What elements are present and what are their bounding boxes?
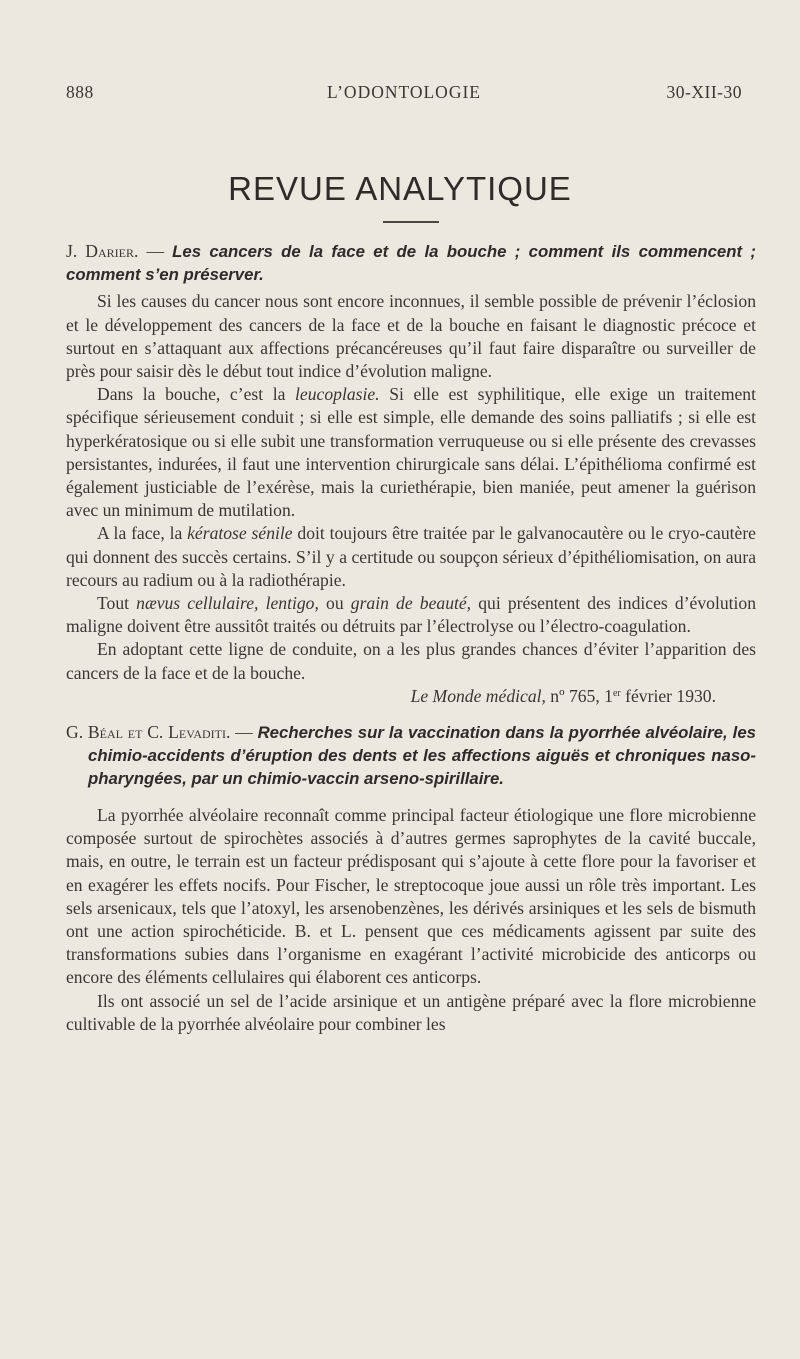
text-run: qui présentent des indices d’évolution maligne doivent être aussitôt traités ou détruits par l’électrolyse ou l’électro-coagulation.: [66, 593, 757, 637]
text-run: ou: [318, 593, 351, 614]
page-number: 888: [66, 82, 94, 102]
article-1-author: J. Darier.: [66, 241, 139, 261]
article-1-dash: —: [138, 241, 173, 261]
article-1-paragraph-1: Si les causes du cancer nous sont encore inconnues, il semble possible de prévenir l’éclosion et le développement des cancers de la face et de la bouche en faisant le diagnostic précoce et surtout en s’attaquant aux affections précancéreuses qu’il faut faire disparaître ou surveiller de près pour saisir dès le début tout indice d’évolution maligne.: [66, 291, 756, 382]
article-body: [66, 240, 756, 1036]
italic-term: leucoplasie.: [295, 384, 380, 405]
article-2-heading: [66, 721, 756, 790]
italic-term: nævus cellulaire, lentigo,: [136, 593, 319, 614]
source-superscript: er: [612, 687, 621, 699]
issue-date: 30-XII-30: [666, 82, 742, 102]
article-2-title: Recherches sur la vaccination dans la pyorrhée alvéolaire, les chimio-accidents d’éruption des dents et les affections aiguës et chroniques naso-pharyngées, par un chimio-vaccin arseno-spirillaire.: [88, 723, 756, 789]
text-run: Si elle est syphilitique, elle exige un traitement spécifique sérieusement conduit ; si elle est simple, elle demande des soins palliatifs ; si elle est hyperkératosique ou si elle subit une transformation verruqueuse ou si elle présente des crevasses persistantes, indurées, il faut une intervention chirurgicale sans délai. L’épithélioma confirmé est également justiciable de l’exérèse, mais la curiethérapie, bien maniée, peut amener la guérison avec un minimum de mutilation.: [66, 384, 756, 521]
text-run: Tout: [97, 593, 137, 614]
article-1-paragraph-3: [66, 522, 756, 592]
text-run: Dans la bouche, c’est la: [97, 384, 296, 405]
italic-term: grain de beauté,: [350, 593, 472, 614]
article-1-heading: [66, 240, 756, 286]
article-1-source: [66, 685, 756, 708]
running-header: [66, 82, 742, 106]
article-1-paragraph-2: [66, 383, 756, 522]
italic-term: kératose sénile: [187, 523, 293, 544]
section-title: REVUE ANALYTIQUE: [228, 170, 572, 207]
text-run: A la face, la: [97, 523, 188, 544]
article-2-dash: —: [230, 722, 258, 743]
journal-name: L’ODONTOLOGIE: [327, 82, 481, 102]
article-2-paragraph-2: Ils ont associé un sel de l’acide arsinique et un antigène préparé avec la flore microbienne cultivable de la pyorrhée alvéolaire pour combiner les: [66, 990, 756, 1034]
article-1-title: Les cancers de la face et de la bouche ; comment ils commencent ; comment s’en préserver.: [66, 242, 757, 285]
text-run: doit toujours être traitée par le galvanocautère ou le cryo-cautère qui donnent des succès certains. S’il y a certitude ou soupçon sérieux d’épithéliomisation, on aura recours au radium ou à la radiothérapie.: [66, 523, 756, 590]
article-2-author: G. Béal et C. Levaditi.: [66, 722, 231, 743]
title-rule: [383, 221, 439, 223]
article-1-paragraph-4: [66, 592, 756, 638]
source-date: février 1930.: [620, 685, 716, 706]
source-journal: Le Monde médical,: [410, 685, 546, 706]
article-1-paragraph-5: En adoptant cette ligne de conduite, on a les plus grandes chances d’éviter l’apparition des cancers de la face et de la bouche.: [66, 639, 756, 683]
source-issue: nº 765, 1: [545, 685, 613, 706]
article-2-paragraph-1: La pyorrhée alvéolaire reconnaît comme principal facteur étiologique une flore microbienne composée surtout de spirochètes associés à d’autres germes saprophytes de la cavité buccale, mais, en outre, le terrain est un facteur prédisposant qui s’ajoute à cette flore pour la favoriser et en exagérer les effets nocifs. Pour Fischer, le streptocoque joue aussi un rôle très important. Les sels arsenicaux, tels que l’atoxyl, les arsenobenzènes, les dérivés arsiniques et les sels de bismuth ont une action spirochéticide. B. et L. pensent que ces médicaments agissent par suite des transformations subies dans l’organisme en exagérant l’activité microbicide des anticorps ou encore des éléments cellulaires qui élaborent ces anticorps.: [66, 805, 756, 988]
